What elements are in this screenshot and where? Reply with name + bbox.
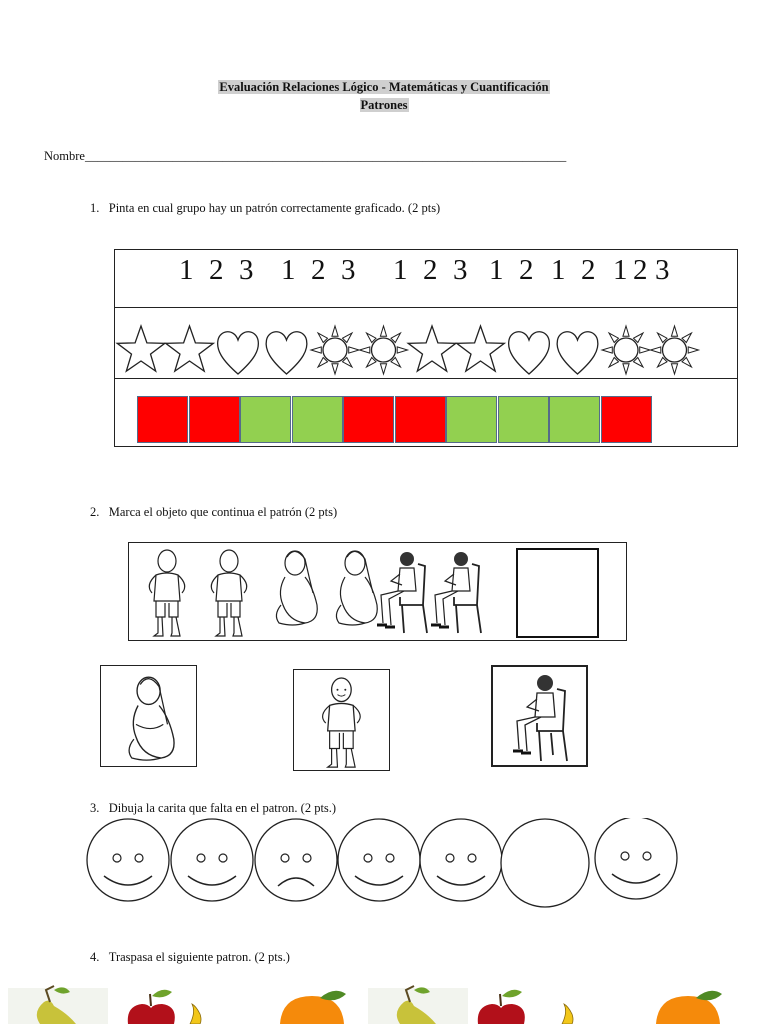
girl-sitting-icon — [101, 666, 196, 766]
green-block — [549, 396, 600, 443]
pattern-number: 1 — [393, 254, 408, 286]
faces-sequence[interactable] — [80, 818, 690, 922]
girl-sitting-icon — [276, 551, 317, 625]
red-block — [189, 396, 240, 443]
pattern-number: 1 — [179, 254, 194, 286]
girl-standing-icon — [149, 550, 184, 636]
pattern-number: 3 — [655, 254, 670, 286]
happy-face — [595, 818, 677, 899]
boy-chair-icon — [493, 667, 586, 765]
sun-icon — [602, 326, 650, 374]
page-subtitle: Patrones — [360, 98, 408, 112]
question-4: 4. Traspasa el siguiente patron. (2 pts.) — [90, 950, 290, 964]
pear-icon — [368, 986, 468, 1024]
pattern-number: 3 — [453, 254, 468, 286]
heart-icon — [266, 332, 307, 374]
heart-icon — [218, 332, 259, 374]
pattern-number: 1 — [281, 254, 296, 286]
pattern-number: 2 — [423, 254, 438, 286]
star-icon — [408, 326, 456, 371]
banana-icon — [190, 1004, 201, 1024]
heart-icon — [509, 332, 550, 374]
green-block — [292, 396, 343, 443]
color-block-row[interactable] — [137, 396, 657, 444]
apple-icon — [128, 990, 175, 1024]
question-1: 1. Pinta en cual grupo hay un patrón correctamente graficado. (2 pts) — [90, 201, 441, 215]
red-block — [137, 396, 188, 443]
star-icon — [166, 326, 214, 371]
green-block — [446, 396, 497, 443]
girl-standing-icon — [211, 550, 246, 636]
happy-face — [338, 819, 420, 901]
pattern-number: 2 — [519, 254, 534, 286]
boy-chair-icon — [377, 552, 427, 633]
page-title: Evaluación Relaciones Lógico - Matemáticas y Cuantificación — [219, 80, 549, 94]
pattern-number: 1 — [613, 254, 628, 286]
pattern-table — [114, 249, 738, 447]
pattern-number: 2 — [311, 254, 326, 286]
red-block — [395, 396, 446, 443]
apple-icon — [478, 990, 525, 1024]
number-pattern-row[interactable] — [115, 254, 737, 294]
heart-icon — [557, 332, 598, 374]
happy-face — [420, 819, 502, 901]
empty-face[interactable] — [501, 819, 589, 907]
banana-icon — [562, 1004, 573, 1024]
people-sequence — [128, 542, 627, 641]
pattern-number: 1 — [551, 254, 566, 286]
pattern-number: 2 — [581, 254, 596, 286]
pattern-number: 2 — [209, 254, 224, 286]
green-block — [240, 396, 291, 443]
red-block — [601, 396, 652, 443]
name-label: Nombre — [44, 149, 85, 163]
happy-face — [171, 819, 253, 901]
missing-slot[interactable] — [516, 548, 599, 638]
option-girl-sitting[interactable] — [100, 665, 197, 767]
sun-icon — [311, 326, 359, 374]
option-boy-chair[interactable] — [491, 665, 588, 767]
sun-icon — [360, 326, 408, 374]
pattern-number: 1 — [489, 254, 504, 286]
fruit-pattern — [0, 984, 768, 1024]
question-3: 3. Dibuja la carita que falta en el patron. (2 pts.) — [90, 801, 337, 815]
shape-pattern-row[interactable] — [115, 320, 737, 380]
red-block — [343, 396, 394, 443]
pattern-number: 2 — [633, 254, 648, 286]
pattern-number: 3 — [341, 254, 356, 286]
orange-icon — [656, 991, 722, 1024]
girl-standing-icon — [294, 670, 389, 770]
star-icon — [117, 326, 165, 371]
sun-icon — [651, 326, 699, 374]
sad-face — [255, 819, 337, 901]
orange-icon — [280, 991, 346, 1024]
pattern-number: 3 — [239, 254, 254, 286]
green-block — [498, 396, 549, 443]
name-field[interactable] — [44, 149, 566, 164]
star-icon — [457, 326, 505, 371]
name-line: _____________________________________________________________________________ — [84, 149, 567, 163]
option-girl-standing[interactable] — [293, 669, 390, 771]
girl-sitting-icon — [336, 551, 377, 625]
boy-chair-icon — [431, 552, 481, 633]
happy-face — [87, 819, 169, 901]
pear-icon — [8, 986, 108, 1024]
question-2: 2. Marca el objeto que continua el patrón (2 pts) — [90, 505, 338, 519]
